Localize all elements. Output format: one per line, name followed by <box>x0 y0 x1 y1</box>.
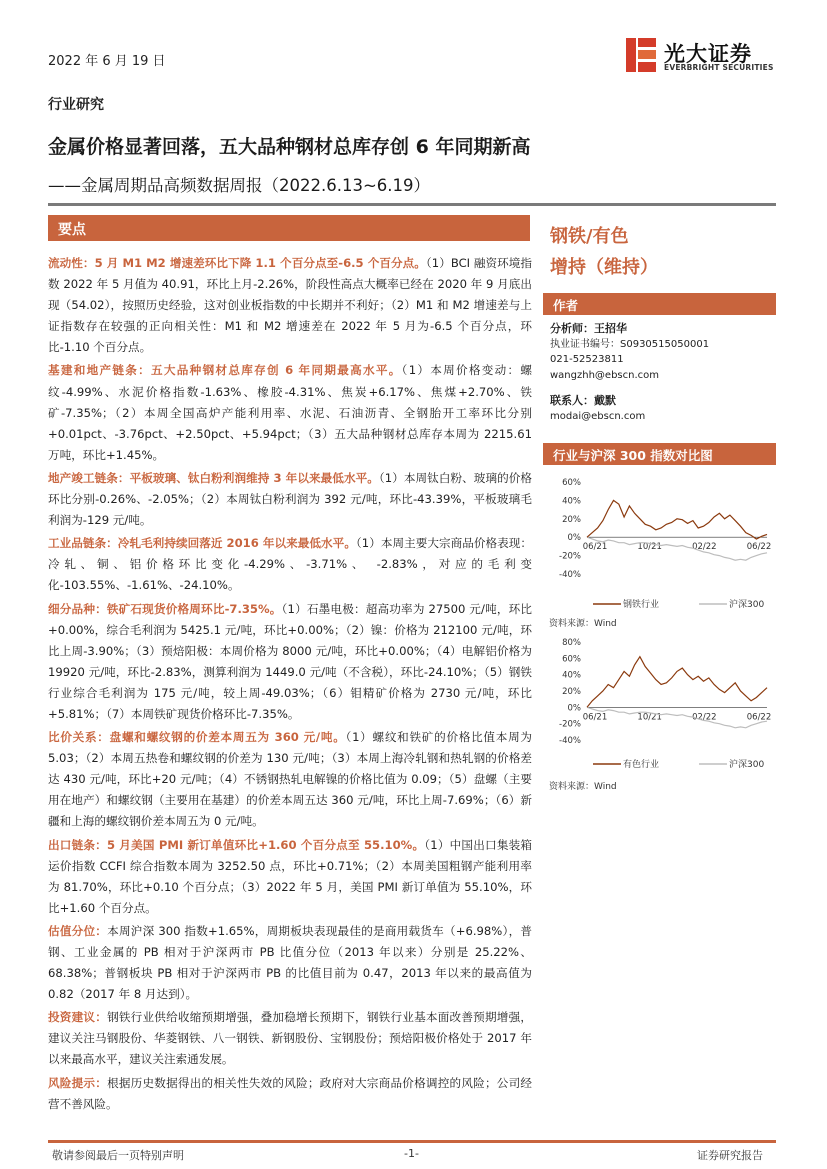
paragraph-text: （1）本周价格变动：螺纹-4.99%、水泥价格指数-1.63%、橡胶-4.31%、焦炭+6.17%、焦煤+2.70%、铁矿-7.35%；（2）本周全国高炉产能利用率、水泥、石油沥青、全钢胎开工率环比分别+0.01pct、-3.76pct、+2.50pct、+5.94pct；（3）五大品种钢材总库存本周为 2215.61 万吨，环比+1.45%。 <box>48 363 532 462</box>
rating-label: 增持（维持） <box>550 257 658 278</box>
paragraph-lead: 比价关系：盘螺和螺纹钢的价差本周五为 360 元/吨。 <box>48 730 346 745</box>
analyst-license: 执业证书编号：S0930515050001 <box>550 338 710 350</box>
x-tick-label: 06/21 <box>582 712 608 723</box>
summary-paragraph <box>48 253 532 358</box>
report-title: 金属价格显著回落，五大品种钢材总库存创 6 年同期新高 <box>48 136 531 158</box>
sector-label: 钢铁/有色 <box>550 226 629 247</box>
x-tick-label: 10/21 <box>637 542 662 553</box>
analyst-email[interactable]: wangzhh@ebscn.com <box>550 369 659 381</box>
document-type: 行业研究 <box>48 97 104 113</box>
x-tick-label: 06/22 <box>746 712 772 723</box>
footer-report-type: 证券研究报告 <box>697 1149 763 1162</box>
series-line <box>587 657 767 708</box>
legend-label: 沪深300 <box>729 600 765 610</box>
paragraph-text: 根据历史数据得出的相关性失效的风险；政府对大宗商品价格调控的风险；公司经营不善风险。 <box>48 1075 532 1111</box>
y-tick-label: 0% <box>567 533 581 544</box>
analyst-phone: 021-52523811 <box>550 354 624 365</box>
x-tick-label: 06/21 <box>582 542 608 553</box>
x-tick-label: 02/22 <box>692 542 717 553</box>
analyst-block <box>550 321 709 383</box>
summary-paragraph <box>48 468 532 531</box>
contact-name: 联系人：戴默 <box>550 394 616 407</box>
summary-paragraph <box>48 727 532 832</box>
paragraph-lead: 出口链条：5 月美国 PMI 新订单值环比+1.60 个百分点至 55.10%。 <box>48 837 425 852</box>
summary-paragraph <box>48 921 532 1005</box>
paragraph-text: （1）螺纹和铁矿的价格比值本周为 5.03；（2）本周五热卷和螺纹钢的价差为 130 元/吨；（3）本周上海冷轧钢和热轧钢的价格差达 430 元/吨，环比+20 元/吨；（4）不锈钢热轧电解镍的价格比值为 0.09；（5）盘螺（主要用在地产）和螺纹钢（主要用在基建）的价差本周五达 360 元/吨，环比上周-7.69%；（6）新疆和上海的螺纹钢价差本周五为 0 元/吨。 <box>48 730 533 829</box>
y-tick-label: 20% <box>562 687 581 697</box>
report-subtitle: ——金属周期品高频数据周报（2022.6.13~6.19） <box>48 176 431 195</box>
summary-paragraph <box>48 1073 532 1115</box>
y-tick-label: -40% <box>559 736 581 746</box>
summary-paragraph <box>48 360 532 465</box>
y-tick-label: -20% <box>559 719 581 730</box>
paragraph-lead: 工业品链条：冷轧毛利持续回落近 2016 年以来最低水平。 <box>48 536 356 551</box>
chart-heading-bar <box>543 443 776 465</box>
y-tick-label: -40% <box>559 570 581 580</box>
paragraph-lead: 细分品种：铁矿石现货价格周环比-7.35%。 <box>48 601 282 616</box>
paragraph-lead: 流动性：5 月 M1 M2 增速差环比下降 1.1 个百分点至-6.5 个百分点。 <box>48 256 426 270</box>
y-tick-label: 0% <box>567 703 581 714</box>
y-tick-label: -20% <box>559 551 581 562</box>
paragraph-lead: 地产竣工链条：平板玻璃、钛白粉利润维持 3 年以来最低水平。 <box>48 470 379 485</box>
analyst-name: 分析师：王招华 <box>550 322 627 335</box>
summary-paragraph <box>48 835 532 919</box>
legend-label: 沪深300 <box>729 760 765 770</box>
paragraph-lead: 风险提示： <box>48 1075 108 1090</box>
series-line <box>587 707 767 728</box>
paragraph-text: （1）石墨电极：超高功率为 27500 元/吨，环比+0.00%，综合毛利润为 5425.1 元/吨，环比+0.00%；（2）镍：价格为 212100 元/吨，环比上周-3.90%；（3）预焙阳极：本周价格为 8000 元/吨，环比+0.00%；（4）电解铝价格为 19920 元/吨，环比-2.83%，测算利润为 1449.0 元/吨（不含税），环比-24.10%；（5）钢铁行业综合毛利润为 175 元/吨，较上周-49.03%；（6）钼精矿价格为 2730 元/吨，环比+5.81%；（7）本周铁矿现货价格环比-7.35%。 <box>48 601 532 721</box>
legend-label: 钢铁行业 <box>623 600 660 610</box>
everbright-logo-icon <box>626 38 656 72</box>
chart-heading: 行业与沪深 300 指数对比图 <box>553 448 713 463</box>
x-tick-label: 02/22 <box>692 712 717 723</box>
paragraph-text: （1）本周钛白粉、玻璃的价格环比分别-0.26%、-2.05%；（2）本周钛白粉利润为 392 元/吨，环比-43.39%，平板玻璃毛利润为-129 元/吨。 <box>48 470 532 528</box>
paragraph-lead: 投资建议： <box>48 1010 108 1025</box>
y-tick-label: 20% <box>562 514 581 525</box>
summary-heading: 要点 <box>58 222 86 238</box>
paragraph-text: （1）中国出口集装箱运价指数 CCFI 综合指数本周为 3252.50 点，环比+0.71%；（2）本周美国粗钢产能利用率为 81.70%，环比+0.10 个百分点；（3）2022 年 5 月，美国 PMI 新订单值为 55.10%，环比+1.60 个百分点。 <box>48 837 532 915</box>
footer-divider <box>48 1140 776 1143</box>
summary-paragraph <box>48 533 532 596</box>
summary-paragraph <box>48 599 532 726</box>
nonferrous-vs-hs300-chart <box>543 634 776 776</box>
y-tick-label: 60% <box>562 654 581 665</box>
authors-heading: 作者 <box>553 298 579 313</box>
chart-source-1: 资料来源：Wind <box>549 619 617 629</box>
x-tick-label: 06/22 <box>746 542 772 553</box>
paragraph-text: （1）本周主要大宗商品价格表现：冷轧、铜、铝价格环比变化-4.29%、-3.71%、 -2.83%，对应的毛利变化-103.55%、-1.61%、-24.10%。 <box>48 536 533 593</box>
y-tick-label: 40% <box>562 496 581 507</box>
summary-body <box>48 253 532 1117</box>
brand-name: 光大证券 <box>664 42 752 66</box>
footer-disclaimer: 敬请参阅最后一页特别声明 <box>52 1149 184 1162</box>
steel-vs-hs300-chart <box>543 472 776 622</box>
header-divider <box>48 203 776 206</box>
page-number: -1- <box>404 1147 419 1160</box>
series-line <box>587 537 767 560</box>
paragraph-lead: 基建和地产链条：五大品种钢材总库存创 6 年同期最高水平。 <box>48 363 402 378</box>
brand-name-en: EVERBRIGHT SECURITIES <box>664 63 774 72</box>
series-line <box>587 500 767 539</box>
paragraph-text: 本周沪深 300 指数+1.65%，周期板块表现最佳的是商用载货车（+6.98%），普钢、工业金属的 PB 相对于沪深两市 PB 比值分位（2013 年以来）分别是 25.22%、68.38%；普钢板块 PB 相对于沪深两市 PB 的比值目前为 0.47，2013 年以来的最高值为 0.82（2017 年 8 月达到）。 <box>48 923 532 1002</box>
authors-heading-bar <box>543 293 776 315</box>
summary-paragraph <box>48 1007 532 1070</box>
y-tick-label: 40% <box>562 670 581 681</box>
y-tick-label: 80% <box>562 638 581 648</box>
paragraph-text: （1）BCI 融资环境指数 2022 年 5 月值为 40.91，环比上月-2.26%，阶段性高点大概率已经在 2020 年 9 月底出现（54.02），按照历史经验，这对创业板指数的中长期并不利好；（2）M1 和 M2 增速差与上证指数存在较强的正向相关性：M1 和 M2 增速差在 2022 年 5 月为-6.5 个百分点，环比-1.10 个百分点。 <box>48 256 532 355</box>
report-date: 2022 年 6 月 19 日 <box>48 54 166 69</box>
summary-heading-bar <box>48 215 530 241</box>
contact-email[interactable]: modai@ebscn.com <box>550 410 646 422</box>
paragraph-text: 钢铁行业供给收缩预期增强，叠加稳增长预期下，钢铁行业基本面改善预期增强，建议关注马钢股份、华菱钢铁、八一钢铁、新钢股份、宝钢股份；预焙阳极价格处于 2017 年以来最高水平，建议关注索通发展。 <box>48 1010 532 1067</box>
y-tick-label: 60% <box>562 478 581 488</box>
legend-label: 有色行业 <box>623 760 660 770</box>
paragraph-lead: 估值分位： <box>48 923 108 938</box>
chart-source-2: 资料来源：Wind <box>549 782 617 792</box>
contact-block <box>550 393 645 424</box>
x-tick-label: 10/21 <box>637 712 662 723</box>
